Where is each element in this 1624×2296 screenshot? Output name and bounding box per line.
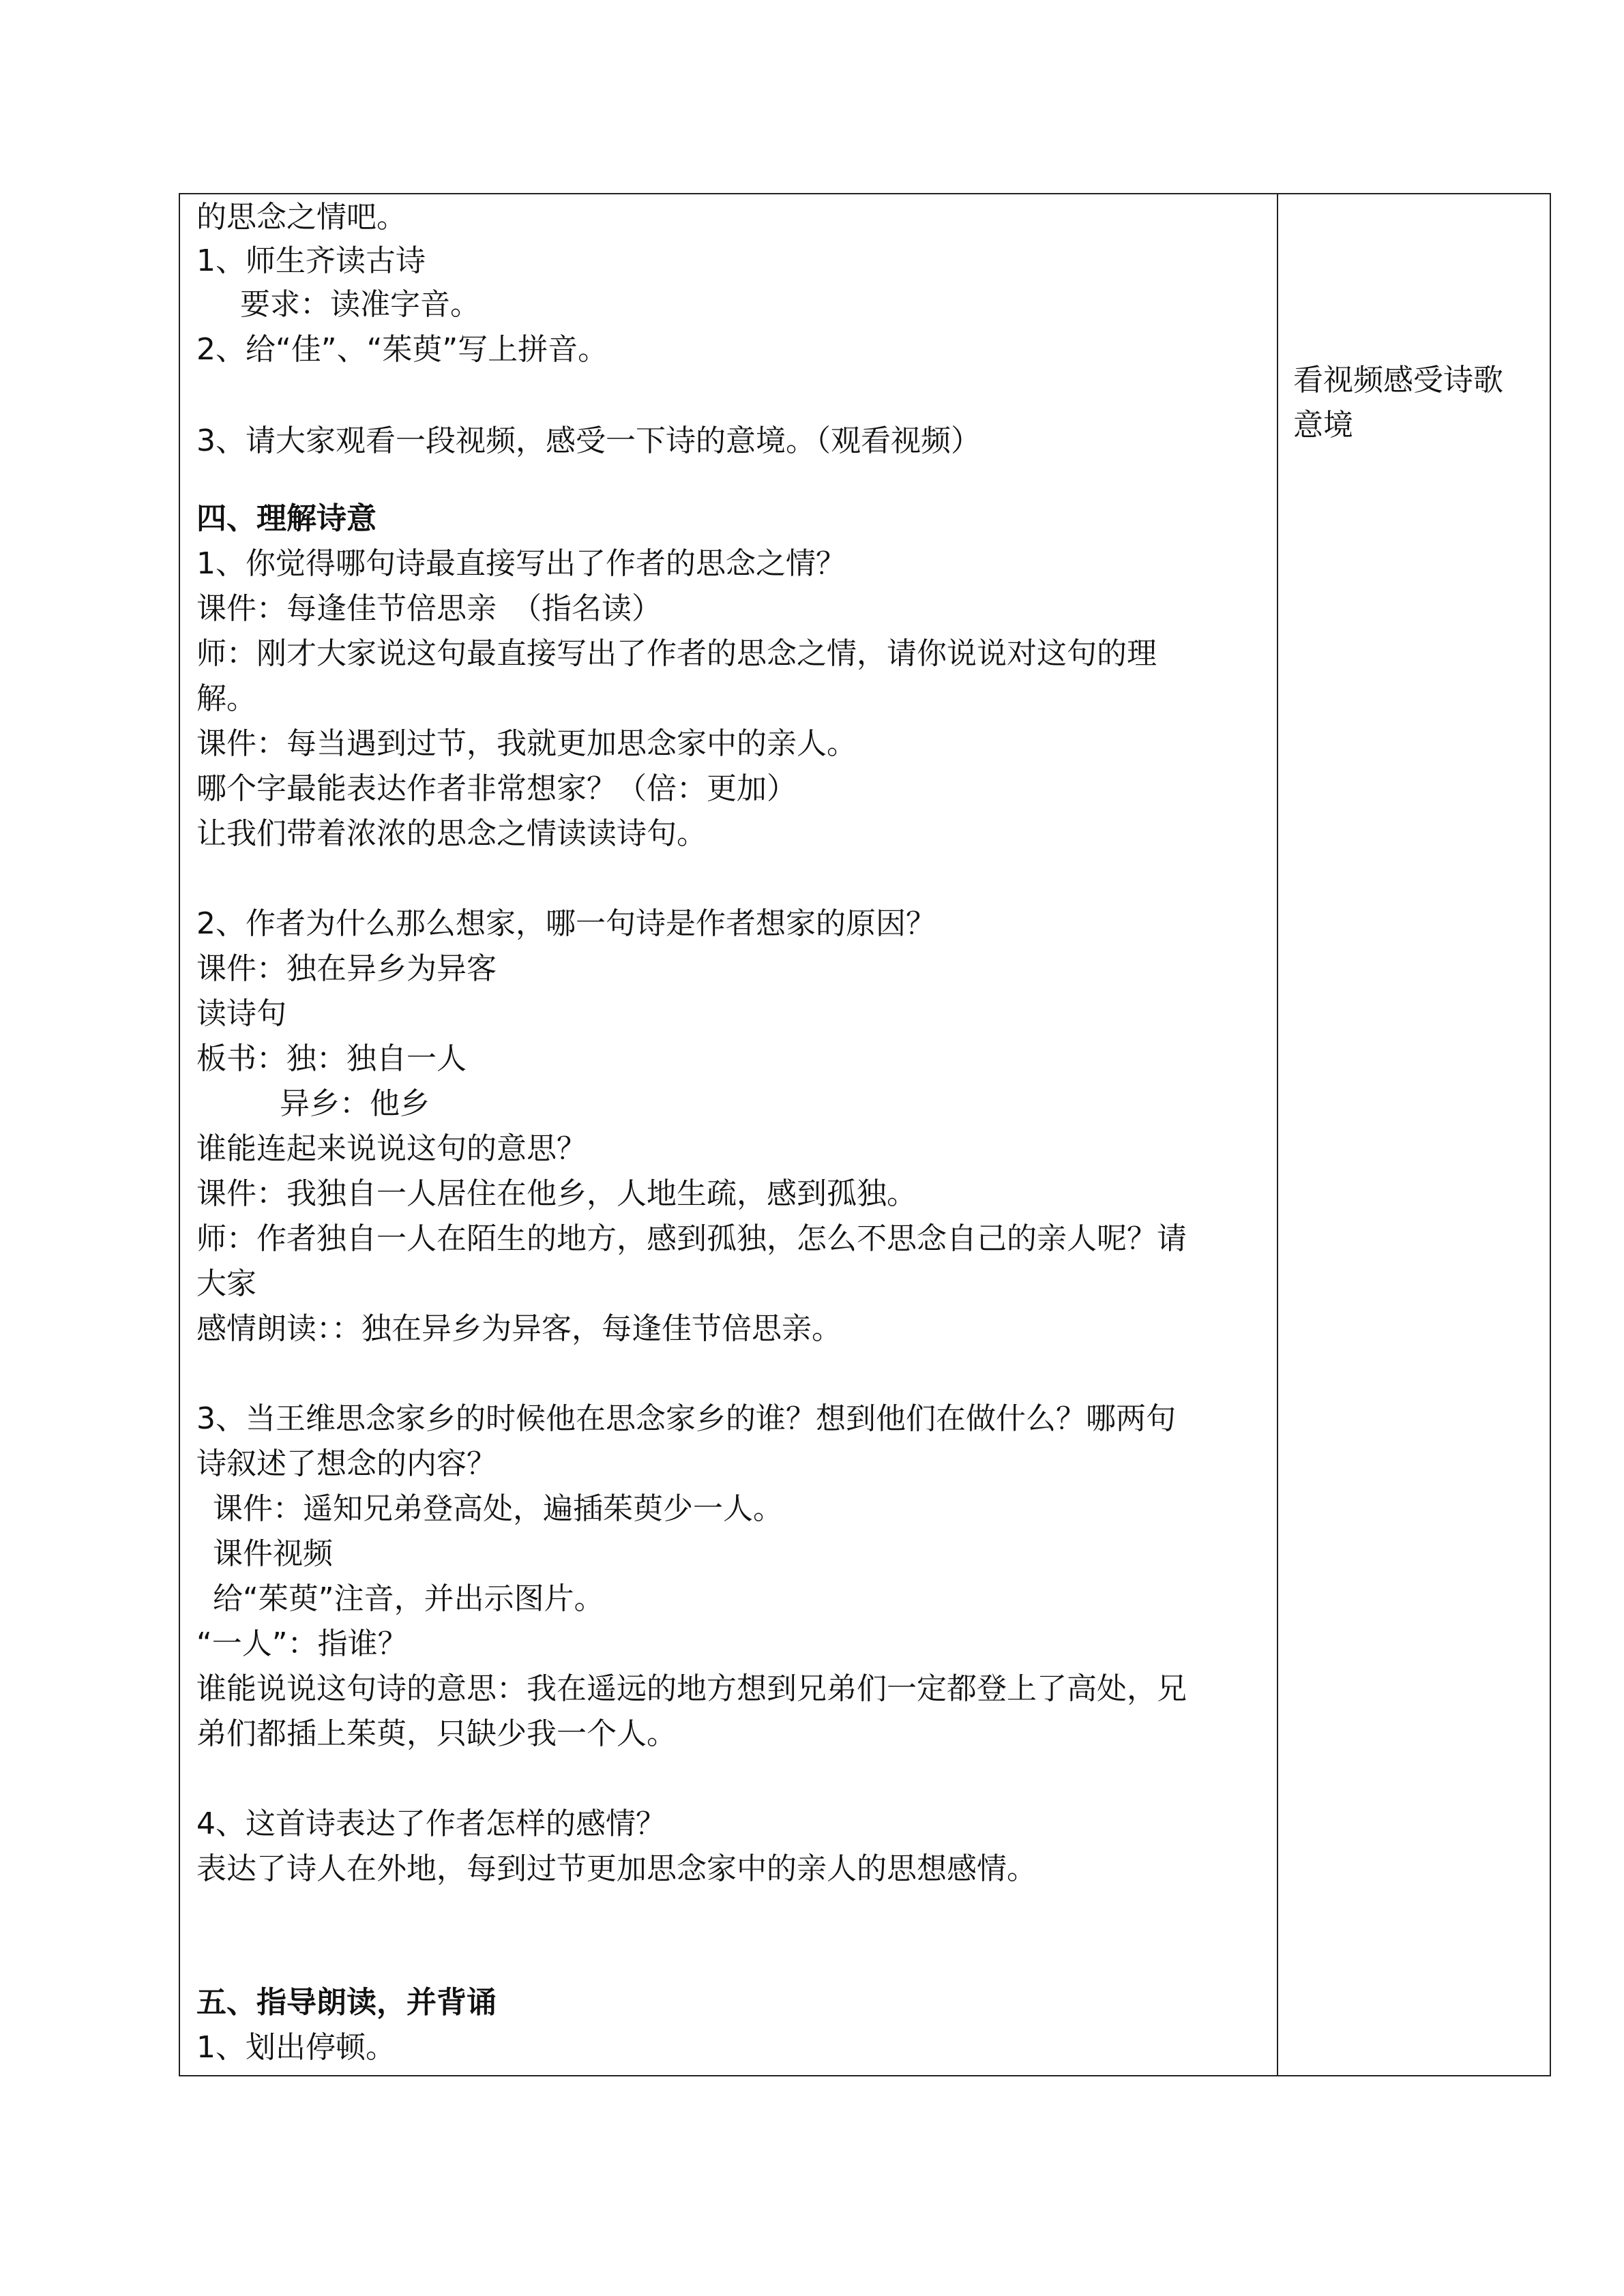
text-line: 异乡：他乡	[280, 1086, 430, 1121]
text-line: 3、当王维思念家乡的时候他在思念家乡的谁？想到他们在做什么？哪两句	[196, 1401, 1176, 1436]
text-line: 1、你觉得哪句诗最直接写出了作者的思念之情？	[196, 546, 846, 581]
text-line: 弟们都插上茱萸，只缺少我一个人。	[196, 1716, 677, 1751]
text-line: 的思念之情吧。	[196, 200, 407, 235]
lesson-table	[179, 193, 1551, 2076]
section-heading: 四、理解诗意	[196, 501, 377, 536]
text-line: 课件：我独自一人居住在他乡，人地生疏，感到孤独。	[196, 1176, 917, 1211]
text-line: 课件：每当遇到过节，我就更加思念家中的亲人。	[196, 726, 857, 761]
text-line: “一人”：指谁？	[196, 1626, 408, 1661]
text-line: 给“茱萸”注音，并出示图片。	[213, 1581, 604, 1616]
text-line: 解。	[196, 681, 256, 716]
side-note-line: 看视频感受诗歌	[1293, 363, 1503, 398]
design-intent-cell	[1293, 358, 1539, 448]
text-line: 3、请大家观看一段视频，感受一下诗的意境。（观看视频）	[196, 423, 981, 458]
text-line: 诗叙述了想念的内容？	[196, 1446, 497, 1481]
text-line: 课件：每逢佳节倍思亲 （指名读）	[196, 591, 662, 626]
side-note-line: 意境	[1293, 408, 1353, 443]
text-line: 大家	[196, 1266, 256, 1301]
text-line: 谁能连起来说说这句的意思？	[196, 1131, 587, 1166]
text-line: 师：作者独自一人在陌生的地方，感到孤独，怎么不思念自己的亲人呢？请	[196, 1221, 1187, 1256]
text-line: 课件：遥知兄弟登高处，遍插茱萸少一人。	[213, 1491, 783, 1526]
section-heading: 五、指导朗读，并背诵	[196, 1985, 497, 2020]
text-line: 1、师生齐读古诗	[196, 243, 426, 278]
text-line: 课件视频	[213, 1536, 333, 1571]
text-line: 2、作者为什么那么想家，哪一句诗是作者想家的原因？	[196, 906, 936, 941]
text-line: 要求：读准字音。	[240, 287, 480, 322]
text-line: 让我们带着浓浓的思念之情读读诗句。	[196, 816, 707, 851]
text-line: 2、给“佳”、“茱萸”写上拼音。	[196, 332, 608, 367]
text-line: 谁能说说这句诗的意思：我在遥远的地方想到兄弟们一定都登上了高处，兄	[196, 1671, 1187, 1706]
text-line: 表达了诗人在外地，每到过节更加思念家中的亲人的思想感情。	[196, 1851, 1037, 1886]
text-line: 哪个字最能表达作者非常想家？（倍：更加）	[196, 771, 797, 806]
text-line: 感情朗读：：独在异乡为异客，每逢佳节倍思亲。	[196, 1311, 842, 1346]
text-line: 读诗句	[196, 996, 286, 1031]
text-line: 师：刚才大家说这句最直接写出了作者的思念之情，请你说说对这句的理	[196, 636, 1157, 671]
text-line: 板书：独：独自一人	[196, 1041, 467, 1076]
column-divider	[1277, 194, 1278, 2075]
text-line: 课件：独在异乡为异客	[196, 951, 497, 986]
text-line: 1、划出停顿。	[196, 2030, 396, 2065]
text-line: 4、这首诗表达了作者怎样的感情？	[196, 1806, 666, 1841]
